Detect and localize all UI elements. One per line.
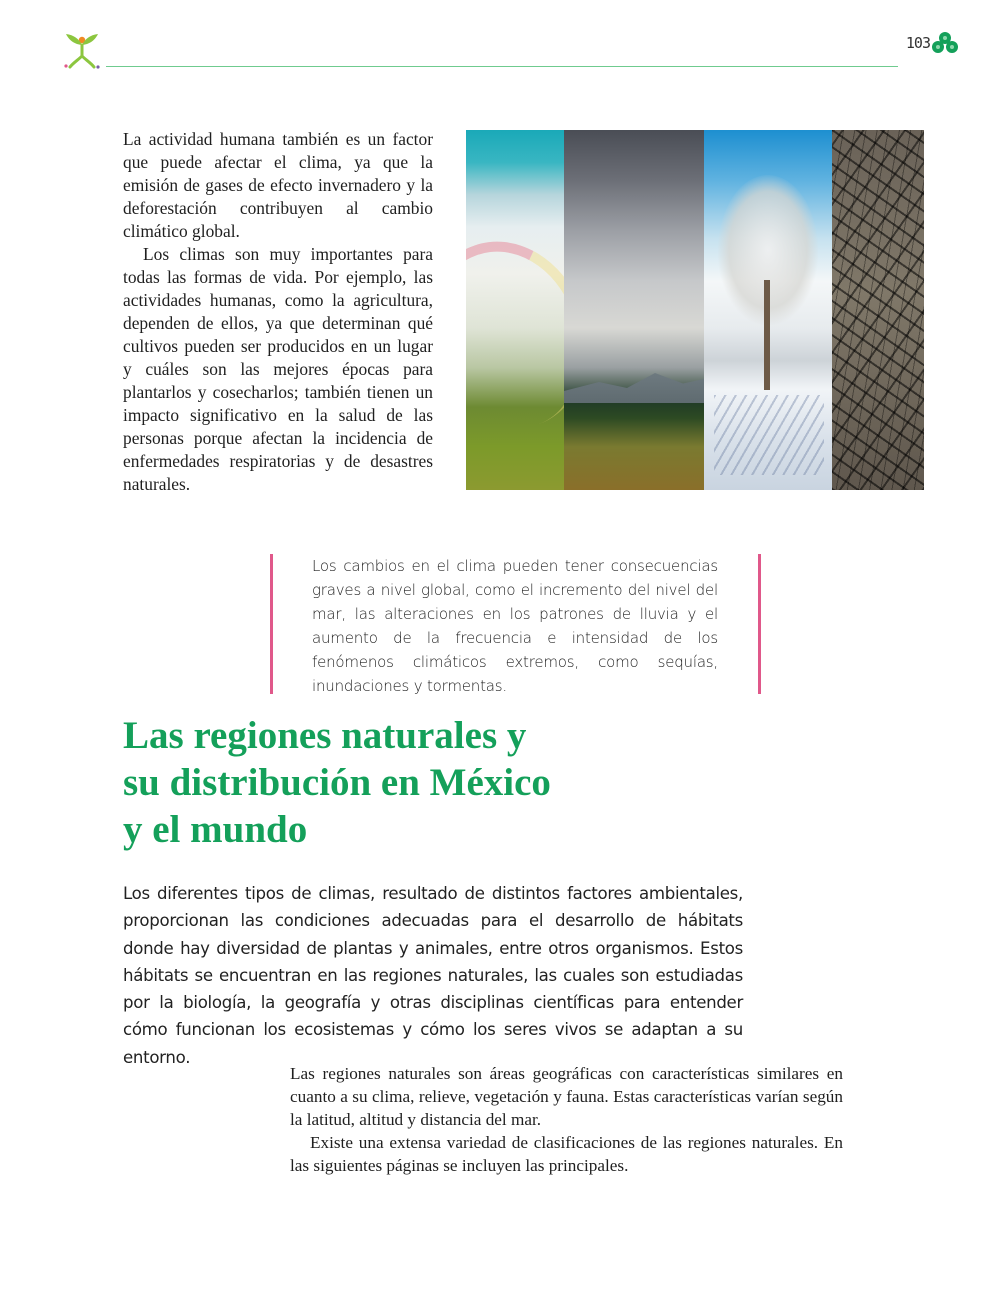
closing-paragraph-1: Las regiones naturales son áreas geográficas con características similares en cuanto a su clima, relieve, vegetación y fauna. Estas características varían según la latitud, altitud y distancia del mar. bbox=[290, 1064, 843, 1129]
heading-line-1: Las regiones naturales y bbox=[123, 714, 527, 757]
header-rule bbox=[106, 66, 898, 67]
closing-column bbox=[290, 1062, 843, 1177]
climate-photo-collage bbox=[466, 130, 924, 490]
section-body: Los diferentes tipos de climas, resultado de distintos factores ambientales, proporcionan las condiciones adecuadas para el desarrollo de hábitats donde hay diversidad de plantas y animales, entre otros organismos. Estos hábitats se encuentran en las regiones naturales, las cuales son estudiadas por la biología, la geografía y otras disciplinas científicas para entender cómo funcionan los ecosistemas y cómo los seres vivos se adaptan a su entorno. bbox=[123, 884, 743, 1067]
callout-right-bar bbox=[758, 554, 761, 694]
rainbow-landscape-photo bbox=[466, 130, 564, 490]
intro-paragraph-1: La actividad humana también es un factor que puede afectar el clima, ya que la emisión de gases de efecto invernadero y la deforestación contribuyen al cambio climático global. bbox=[123, 129, 433, 241]
section-heading bbox=[123, 712, 683, 853]
intro-column bbox=[123, 128, 433, 496]
page-number: 103 bbox=[905, 34, 930, 52]
frosted-tree-photo bbox=[704, 130, 832, 490]
callout-box bbox=[270, 554, 760, 694]
sprout-figure-icon bbox=[60, 30, 104, 72]
tree-shadow bbox=[714, 395, 824, 475]
cracked-earth-photo bbox=[832, 130, 924, 490]
mountain-silhouette bbox=[564, 373, 704, 403]
callout-left-bar bbox=[270, 554, 273, 694]
clover-icon bbox=[930, 30, 960, 58]
tree-trunk bbox=[764, 280, 770, 390]
closing-paragraph-2: Existe una extensa variedad de clasificaciones de las regiones naturales. En las siguientes páginas se incluyen las principales. bbox=[290, 1133, 843, 1175]
storm-clouds-photo bbox=[564, 130, 704, 490]
intro-paragraph-2: Los climas son muy importantes para todas las formas de vida. Por ejemplo, las actividades humanas, como la agricultura, dependen de ellos, ya que determinan qué cultivos pueden ser producidos en un lugar y cuáles son las mejores épocas para plantarlos y cosecharlos; también tienen un impacto significativo en la salud de las personas porque afectan la incidencia de enfermedades respiratorias y de desastres naturales. bbox=[123, 244, 433, 494]
callout-text: Los cambios en el clima pueden tener consecuencias graves a nivel global, como el incremento del nivel del mar, las alteraciones en los patrones de lluvia y el aumento de la frecuencia e intensidad de los fenómenos climáticos extremos, como sequías, inundaciones y tormentas. bbox=[312, 557, 718, 695]
heading-line-2: su distribución en México bbox=[123, 761, 551, 804]
heading-line-3: y el mundo bbox=[123, 808, 308, 851]
